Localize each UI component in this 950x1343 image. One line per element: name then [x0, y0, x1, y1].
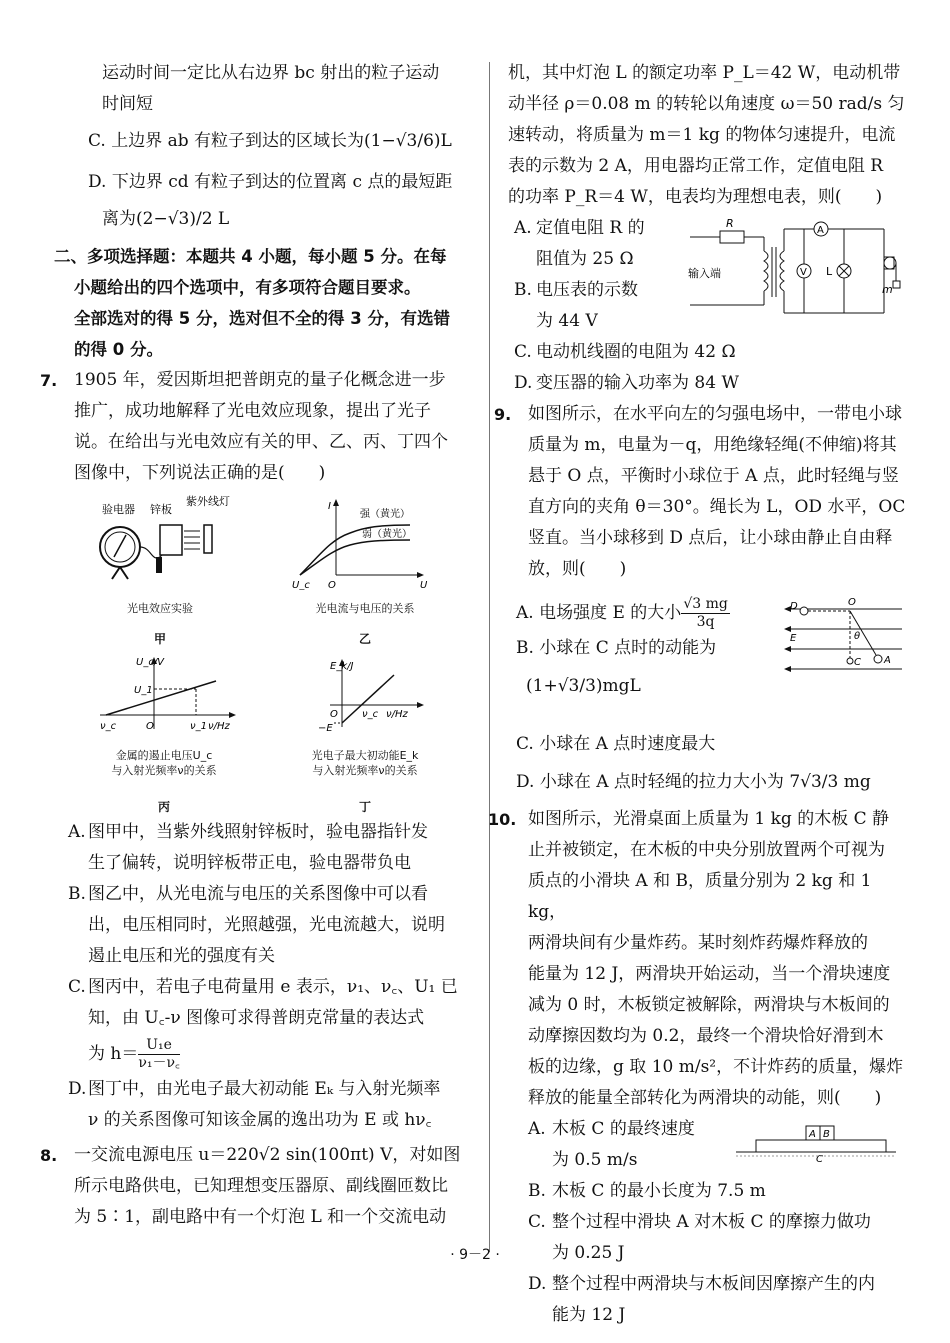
- q8-option-d: [508, 368, 912, 399]
- label-e: E: [790, 633, 797, 644]
- kinetic-energy-graph: [290, 655, 440, 737]
- option-line: 图丙中，若电子电荷量用 e 表示，ν₁、ν꜀、U₁ 已: [88, 977, 458, 997]
- option-line: 出，电压相同时，光照越强，光电流越大，说明: [88, 915, 445, 935]
- q10-option-b: [508, 1176, 912, 1207]
- q7-stem-line: 1905 年，爱因斯坦把普朗克的量子化概念进一步: [74, 370, 446, 390]
- label-ammeter: A: [817, 225, 824, 236]
- option-line: 电动机线圈的电阻为 42 Ω: [536, 342, 736, 362]
- q8-option-a: [508, 213, 678, 275]
- label-zinc-plate: 锌板: [150, 503, 172, 516]
- option-letter: C.: [528, 1212, 546, 1232]
- q8-stem-line: 为 5∶1，副电路中有一个灯泡 L 和一个交流电动: [74, 1207, 447, 1227]
- q10-stem-line: 能量为 12 J，两滑块开始运动，当一个滑块速度: [528, 964, 891, 984]
- q8-options-ab-with-figure: [508, 213, 912, 337]
- option-letter: A.: [528, 1119, 546, 1139]
- figure-ding: [290, 655, 440, 823]
- right-column: [488, 58, 912, 1331]
- q10-stem-line: 止并被锁定，在木板的中央分别放置两个可视为: [528, 840, 885, 860]
- q9-stem-line: 直方向的夹角 θ＝30°。绳长为 L，OD 水平，OC: [528, 497, 906, 517]
- option-letter: B.: [514, 280, 532, 300]
- label-nu-c: ν_c: [100, 721, 117, 732]
- question-number: 7.: [40, 371, 58, 390]
- option-line: 图丁中，由光电子最大初动能 Eₖ 与入射光频率: [88, 1079, 441, 1099]
- stopping-voltage-graph: [84, 655, 244, 737]
- q8-stem-line: 一交流电源电压 u＝220√2 sin(100πt) V，对如图: [74, 1145, 461, 1165]
- q9-stem-line: 竖直。当小球移到 D 点后，让小球由静止自由释: [528, 528, 893, 548]
- label-b: B: [823, 1129, 830, 1140]
- option-line: 遏止电压和光的强度有关: [88, 946, 275, 966]
- q10-option-a-with-figure: [508, 1114, 912, 1176]
- tag-bing: 丙: [157, 800, 170, 814]
- label-u1: U_1: [134, 685, 153, 696]
- section-2-heading: [54, 241, 472, 365]
- q8-options-ab: [508, 213, 678, 337]
- label-uc: U_c: [292, 580, 310, 590]
- tag-ding: 丁: [358, 800, 371, 814]
- left-column: [40, 58, 472, 1233]
- label-c: C: [816, 1154, 823, 1165]
- q9-option-b-1: B. 小球在 C 点时的动能为: [516, 638, 717, 658]
- label-c: C: [854, 657, 861, 668]
- q6-option-b-cont-2: 时间短: [102, 94, 153, 114]
- q7-option-a: [54, 817, 472, 879]
- formula-fraction: [138, 1037, 179, 1072]
- option-line: 能为 12 J: [552, 1305, 626, 1325]
- q7-option-b: [54, 879, 472, 972]
- q10-stem-line: 质点的小滑块 A 和 B，质量分别为 2 kg 和 1 kg，: [528, 871, 872, 922]
- option-letter: C.: [68, 977, 86, 997]
- q7-figures: [54, 495, 472, 813]
- q7-option-d: [54, 1074, 472, 1136]
- caption-yi: 光电流与电压的关系: [315, 602, 415, 615]
- numerator: U₁e: [138, 1037, 179, 1055]
- option-letter: B.: [68, 884, 86, 904]
- q7-stem-line: 推广，成功地解释了光电效应现象，提出了光子: [74, 401, 431, 421]
- q6-option-c: C. 上边界 ab 有粒子到达的区域长为(1−√3/6)L: [88, 131, 452, 151]
- option-line: 为 44 V: [536, 311, 598, 331]
- label-nu1: ν_1: [190, 721, 207, 732]
- label-o: O: [848, 597, 856, 608]
- label-lamp: L: [826, 265, 833, 278]
- electric-field-pendulum-diagram: [780, 597, 910, 681]
- label-nu-c: ν_c: [362, 709, 379, 720]
- q7-stem-line: 图像中，下列说法正确的是( ): [74, 463, 326, 483]
- formula-fraction: [681, 596, 730, 631]
- q6-option-d-1: D. 下边界 cd 有粒子到达的位置离 c 点的最短距: [88, 172, 453, 192]
- formula-prefix: 为 h＝: [88, 1044, 139, 1064]
- label-r: R: [726, 217, 734, 230]
- q9-stem-line: 悬于 O 点，平衡时小球位于 A 点，此时轻绳与竖: [528, 466, 899, 486]
- section-2-line: 的得 0 分。: [74, 340, 163, 359]
- label-a: A: [809, 1129, 816, 1140]
- q10-stem-line: 释放的能量全部转化为两滑块的动能，则( ): [528, 1088, 882, 1108]
- label-d: D: [790, 601, 798, 612]
- caption-bing: [84, 748, 244, 778]
- option-line: 生了偏转，说明锌板带正电，验电器带负电: [88, 853, 411, 873]
- column-divider: [489, 62, 490, 1252]
- q10-option-d: [508, 1269, 912, 1331]
- option-letter: B.: [528, 1181, 546, 1201]
- option-letter: C.: [514, 342, 532, 362]
- label-electroscope: 验电器: [102, 503, 135, 516]
- label-input: 输入端: [688, 267, 721, 280]
- question-number: 9.: [494, 405, 512, 424]
- figure-jia: [80, 495, 240, 655]
- axis-i: I: [328, 501, 331, 512]
- caption-line: 与入射光频率ν的关系: [111, 764, 217, 777]
- q9-options-with-figure: [508, 593, 912, 729]
- q8-stem-cont: 的功率 P_R＝4 W，电表均为理想电表，则( ): [508, 187, 883, 207]
- caption-line: 光电子最大初动能E_k: [311, 749, 419, 762]
- origin: O: [328, 580, 336, 590]
- q10-stem-line: 减为 0 时，木板锁定被解除，两滑块与木板间的: [528, 995, 890, 1015]
- question-number: 8.: [40, 1146, 58, 1165]
- section-2-line: 全部选对的得 5 分，选对但不全的得 3 分，有选错: [74, 309, 450, 328]
- option-line: 知，由 U꜀-ν 图像可求得普朗克常量的表达式: [88, 1008, 425, 1028]
- origin: O: [146, 721, 154, 732]
- figure-yi: [290, 495, 440, 655]
- q9-option-b-2: (1+√3/3)mgL: [526, 676, 641, 696]
- question-8: [40, 1140, 472, 1233]
- q8-stem-line: 所示电路供电，已知理想变压器原、副线圈匝数比: [74, 1176, 448, 1196]
- q10-stem-line: 板的边缘，g 取 10 m/s²，不计炸药的质量，爆炸: [528, 1057, 904, 1077]
- q8-option-c: [508, 337, 912, 368]
- option-text: A. 电场强度 E 的大小: [516, 603, 682, 623]
- q9-stem-line: 质量为 m，电量为－q，用绝缘轻绳(不伸缩)将其: [528, 435, 897, 455]
- option-line: 图甲中，当紫外线照射锌板时，验电器指针发: [88, 822, 428, 842]
- tag-yi: 乙: [358, 632, 371, 646]
- section-2-line: 小题给出的四个选项中，有多项符合题目要求。: [74, 278, 421, 297]
- option-line: ν 的关系图像可知该金属的逸出功为 E 或 hν꜀: [88, 1110, 432, 1130]
- question-7: [40, 365, 472, 489]
- option-line: 阻值为 25 Ω: [536, 249, 634, 269]
- caption-line: 与入射光频率ν的关系: [312, 764, 418, 777]
- denominator: ν₁－ν꜀: [138, 1055, 180, 1071]
- option-line: 木板 C 的最终速度: [552, 1119, 695, 1139]
- q9-option-c: C. 小球在 A 点时速度最大: [516, 734, 716, 754]
- label-voltmeter: V: [800, 267, 807, 278]
- q9-options-ab: [508, 593, 776, 708]
- numerator: √3 mg: [683, 596, 728, 612]
- label-a: A: [884, 655, 891, 666]
- tag-jia: 甲: [153, 632, 166, 646]
- denominator: 3q: [696, 614, 715, 630]
- question-number: 10.: [488, 810, 517, 829]
- question-10: [488, 804, 912, 1114]
- transformer-circuit-diagram: [684, 217, 910, 327]
- axis-u: U: [420, 580, 428, 590]
- label-mass: m: [882, 283, 893, 296]
- axis-ek: E_k/J: [330, 661, 354, 672]
- label-neg-e: −E: [318, 723, 333, 734]
- option-line: 整个过程中滑块 A 对木板 C 的摩擦力做功: [552, 1212, 871, 1232]
- q9-stem-line: 放，则( ): [528, 559, 627, 579]
- q8-stem-cont: 表的示数为 2 A，用电器均正常工作，定值电阻 R: [508, 156, 884, 176]
- label-strong: 强（黄光）: [360, 509, 410, 520]
- q7-stem-line: 说。在给出与光电效应有关的甲、乙、丙、丁四个: [74, 432, 448, 452]
- caption-jia: 光电效应实验: [127, 602, 193, 615]
- option-letter: D.: [68, 1079, 87, 1099]
- q9-option-a: [516, 593, 776, 633]
- option-letter: A.: [68, 822, 86, 842]
- q8-stem-cont: 机，其中灯泡 L 的额定功率 P_L＝42 W，电动机带: [508, 63, 901, 83]
- q7-option-c: [54, 972, 472, 1074]
- option-line: 为 0.25 J: [552, 1243, 625, 1263]
- option-line: 图乙中，从光电流与电压的关系图像中可以看: [88, 884, 428, 904]
- caption-line: 金属的遏止电压U_c: [115, 749, 213, 762]
- axis-uc: U_c/V: [136, 657, 165, 668]
- section-2-line: 二、多项选择题：本题共 4 小题，每小题 5 分。在每: [54, 247, 447, 266]
- option-line: 电压表的示数: [536, 280, 638, 300]
- block-board-diagram: [732, 1124, 898, 1176]
- q10-stem-line: 如图所示，光滑桌面上质量为 1 kg 的木板 C 静: [528, 809, 890, 829]
- q9-stem-line: 如图所示，在水平向左的匀强电场中，一带电小球: [528, 404, 902, 424]
- question-9: [494, 399, 912, 585]
- caption-ding: [290, 748, 440, 778]
- origin: O: [330, 709, 338, 720]
- option-letter: D.: [514, 373, 533, 393]
- q8-option-b: [508, 275, 678, 337]
- label-weak: 弱（黄光）: [362, 529, 412, 540]
- figure-bing: [84, 655, 244, 823]
- q8-stem-cont: 速转动，将质量为 m＝1 kg 的物体匀速提升，电流: [508, 125, 896, 145]
- option-letter: D.: [528, 1274, 547, 1294]
- label-theta: θ: [854, 631, 861, 642]
- option-line: 整个过程中两滑块与木板间因摩擦产生的内: [552, 1274, 875, 1294]
- option-line: 定值电阻 R 的: [536, 218, 645, 238]
- q10-stem-line: 两滑块间有少量炸药。某时刻炸药爆炸释放的: [528, 933, 868, 953]
- q7-options: [54, 817, 472, 1136]
- q6-option-d-2: 离为(2−√3)/2 L: [102, 209, 230, 229]
- option-line: 为 0.5 m/s: [552, 1150, 638, 1170]
- photoelectric-experiment-diagram: [80, 495, 240, 590]
- axis-nu: ν/Hz: [386, 709, 408, 720]
- option-line: 木板 C 的最小长度为 7.5 m: [552, 1181, 766, 1201]
- q10-stem-line: 动摩擦因数均为 0.2，最终一个滑块恰好滑到木: [528, 1026, 884, 1046]
- option-line: 变压器的输入功率为 84 W: [536, 373, 739, 393]
- current-voltage-graph: [290, 495, 440, 590]
- axis-nu: ν/Hz: [208, 721, 230, 732]
- page-number: · 9－2 ·: [450, 1247, 500, 1263]
- q8-stem-cont: 动半径 ρ＝0.08 m 的转轮以角速度 ω＝50 rad/s 匀: [508, 94, 905, 114]
- planck-formula: [88, 1034, 472, 1074]
- option-letter: A.: [514, 218, 532, 238]
- label-uv-lamp: 紫外线灯: [186, 495, 230, 508]
- q9-option-d: D. 小球在 A 点时轻绳的拉力大小为 7√3/3 mg: [516, 772, 871, 792]
- q6-option-b-cont-1: 运动时间一定比从右边界 bc 射出的粒子运动: [102, 63, 440, 83]
